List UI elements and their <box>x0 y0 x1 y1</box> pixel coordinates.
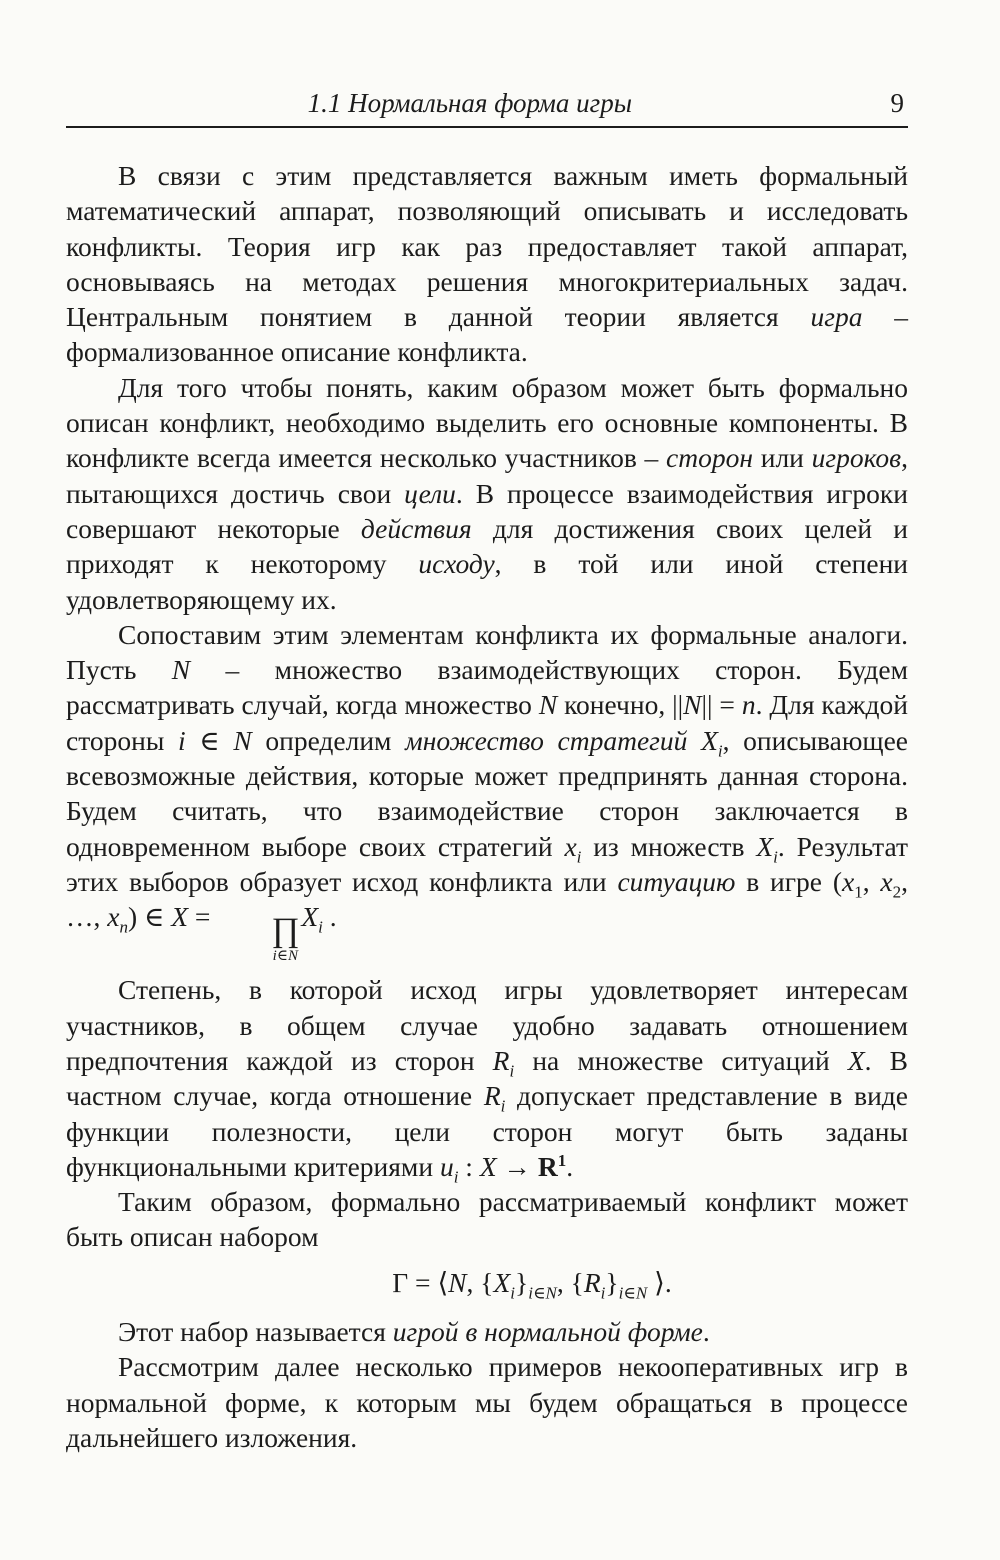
paragraph-4: Степень, в которой исход игры удовлетворяет интересам участников, в общем случае удобно задавать отношением предпочтения каждой из сторон $R_i$ на множестве ситуаций X. В частном случае, когда отношение $R_i$ допускает представление в виде функции полезности, цели сторон могут быть заданы функциональными критериями $u_i$ : $X \to R^1$. <box>66 974 908 1187</box>
paragraph-2: Для того чтобы понять, каким образом может быть формально описан конфликт, необходимо выделить его основные компоненты. В конфликте всегда имеется несколько участников – сторон или игроков, пытающихся достичь свои цели. В процессе взаимодействия игроки совершают некоторые действия для достижения своих целей и приходят к некоторому исходу, в той или иной степени удовлетворяющему их. <box>66 371 909 615</box>
paragraph-6: Этот набор называется игрой в нормальной форме. <box>118 1316 710 1348</box>
game-tuple-formula: Γ = ⟨N, $\{X_i\}_{i\in N}$, $\{R_i\}_{i\in N}$ ⟩. <box>392 1266 672 1303</box>
paragraph-1: В связи с этим представляется важным иметь формальный математический аппарат, позволяющий описывать и исследовать конфликты. Теория игр как раз предоставляет такой аппарат, основываясь на методах решения многокритериальных задач. Центральным понятием в данной теории является игра – формализованное описание конфликта. <box>66 160 909 368</box>
product-operator: ∏ i∈N <box>271 912 300 965</box>
chapter-title: 1.1 Нормальная форма игры <box>307 88 632 118</box>
running-header <box>66 86 908 128</box>
paragraph-5: Таким образом, формально рассматриваемый конфликт может быть описан набором <box>66 1186 908 1253</box>
page-body <box>66 158 908 1455</box>
paragraph-7: Рассмотрим далее несколько примеров некооперативных игр в нормальной форме, к которым мы будем обращаться в процессе дальнейшего изложения. <box>66 1351 908 1453</box>
page-number: 9 <box>890 88 904 118</box>
paragraph-3: Сопоставим этим элементам конфликта их формальные аналоги. Пусть N – множество взаимодействующих сторон. Будем рассматривать случай, когда множество N конечно, ||N|| = n. Для каждой стороны i ∈ N определим множество стратегий $X_i$, описывающее всевозможные действия, которые может предпринять данная сторона. Будем считать, что взаимодействие сторон заключается в одновременном выборе своих стратегий $x_i$ из множеств $X_i$. Результат этих выборов образует исход конфликта или ситуацию в игре ($x_1$, $x_2$, …, $x_n$) ∈ X = ∏ i∈N $X_i$ . <box>66 618 909 965</box>
